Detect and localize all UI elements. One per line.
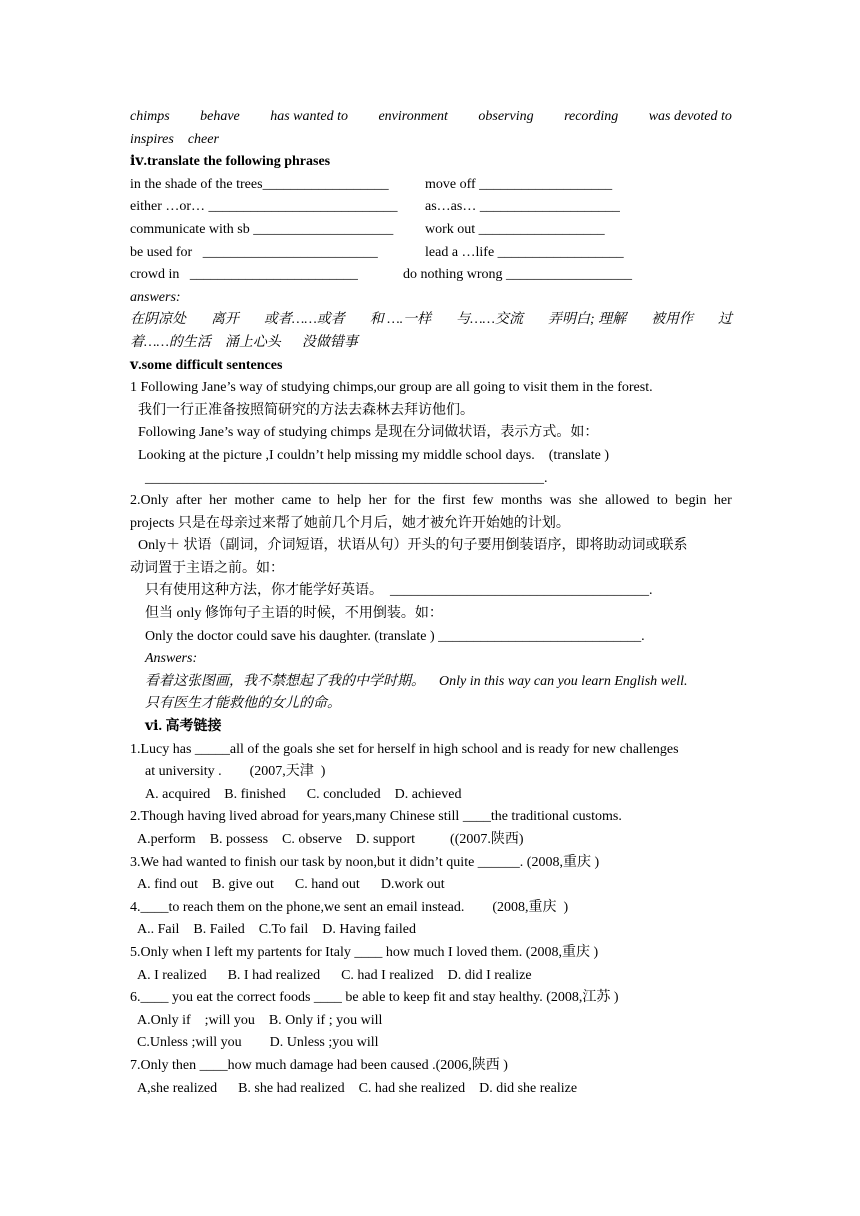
word: to bbox=[656, 493, 668, 509]
question-4: 4.____to reach them on the phone,we sent an email instead. (2008,重庆 ) bbox=[130, 899, 569, 915]
sentence-2-line-2: projects 只是在母亲过来帮了她前几个月后，她才被允许开始她的计划。 bbox=[130, 515, 570, 531]
phrase: move off ___________________ bbox=[425, 176, 613, 192]
phrase: lead a …life __________________ bbox=[425, 244, 624, 260]
question-6-options-2: C.Unless ;will you D. Unless ;you will bbox=[137, 1035, 379, 1051]
sentence-2-example-1: 只有使用这种方法，你才能学好英语。 _____________________________________. bbox=[145, 583, 653, 599]
word: first bbox=[442, 493, 465, 509]
vocab-line-2: inspires cheer bbox=[130, 131, 219, 147]
section-5-title: ⅴ.some difficult sentences bbox=[130, 357, 283, 373]
question-5-options: A. I realized B. I had realized C. had I realized D. did I realize bbox=[137, 967, 532, 983]
answer: 被用作 bbox=[651, 312, 694, 328]
sentence-2-answers-label: Answers: bbox=[145, 651, 198, 667]
word: few bbox=[472, 493, 494, 509]
vocab-line-1 bbox=[130, 106, 732, 129]
word: she bbox=[578, 493, 598, 509]
sentence-1-note: Following Jane’s way of studying chimps 是现在分词做状语，表示方式。如： bbox=[138, 425, 599, 441]
document-page bbox=[130, 106, 732, 1100]
sentence-2-note-1: Only＋ 状语（副词，介词短语，状语从句）开头的句子要用倒装语序，即将助动词或联系 bbox=[138, 538, 688, 554]
word: was bbox=[549, 493, 572, 509]
phrase: do nothing wrong __________________ bbox=[403, 267, 633, 283]
word: mother bbox=[234, 493, 275, 509]
phrase: either …or… ___________________________ bbox=[130, 199, 398, 215]
sentence-2-example-2: 但当 only 修饰句子主语的时候，不用倒装。如： bbox=[145, 606, 443, 622]
answer: 弄明白; 理解 bbox=[547, 312, 627, 328]
answers-label: answers: bbox=[130, 289, 181, 305]
sentence-2-line-1 bbox=[130, 490, 732, 513]
vocab-word: observing bbox=[478, 109, 534, 124]
word: the bbox=[417, 493, 435, 509]
section-4-title: ⅳ.translate the following phrases bbox=[130, 154, 331, 170]
sentence-1-en: 1 Following Jane’s way of studying chimps,our group are all going to visit them in the forest. bbox=[130, 380, 653, 396]
vocab-word: has wanted to bbox=[270, 109, 349, 124]
question-1: 1.Lucy has _____all of the goals she set for herself in high school and is ready for new challenges bbox=[130, 741, 679, 757]
answers-line-1 bbox=[130, 309, 732, 332]
sentence-1-blank: _________________________________________________________. bbox=[145, 470, 548, 486]
sentence-1-cn: 我们一行正准备按照简研究的方法去森林去拜访他们。 bbox=[138, 402, 474, 418]
question-1-cont: at university . (2007,天津 ) bbox=[145, 764, 326, 780]
word: came bbox=[281, 493, 312, 509]
answer: 在阴凉处 bbox=[130, 312, 186, 328]
answers-line-2: 着……的生活 涌上心头 没做错事 bbox=[130, 334, 358, 350]
phrase: work out __________________ bbox=[425, 221, 605, 237]
section-6-title: ⅵ. 高考链接 bbox=[145, 719, 222, 735]
sentence-2-example-3: Only the doctor could save his daughter. (translate ) _____________________________. bbox=[145, 628, 645, 644]
question-3: 3.We had wanted to finish our task by noon,but it didn’t quite ______. (2008,重庆 ) bbox=[130, 854, 600, 870]
word: her bbox=[713, 493, 732, 509]
phrase-row bbox=[130, 174, 732, 197]
sentence-2-answer-1: 看着这张图画，我不禁想起了我的中学时期。 Only in this way can you learn English well. bbox=[145, 673, 688, 689]
word: to bbox=[318, 493, 330, 509]
word: after bbox=[175, 493, 202, 509]
phrase: communicate with sb ____________________ bbox=[130, 221, 394, 237]
phrase: be used for _________________________ bbox=[130, 244, 378, 260]
phrase: as…as… ____________________ bbox=[425, 199, 620, 215]
question-2: 2.Though having lived abroad for years,many Chinese still ____the traditional customs. bbox=[130, 809, 622, 825]
phrase-row bbox=[130, 219, 732, 242]
phrase: crowd in ________________________ bbox=[130, 267, 358, 283]
question-1-options: A. acquired B. finished C. concluded D. achieved bbox=[145, 786, 462, 802]
word: begin bbox=[675, 493, 707, 509]
question-6: 6.____ you eat the correct foods ____ be able to keep fit and stay healthy. (2008,江苏 ) bbox=[130, 990, 619, 1006]
question-3-options: A. find out B. give out C. hand out D.work out bbox=[137, 877, 445, 893]
vocab-word: chimps bbox=[130, 109, 170, 124]
answer: 或者……或者 bbox=[263, 312, 345, 328]
question-6-options-1: A.Only if ;will you B. Only if ; you will bbox=[137, 1012, 383, 1028]
word: her bbox=[368, 493, 387, 509]
sentence-1-example: Looking at the picture ,I couldn’t help missing my middle school days. (translate ) bbox=[138, 447, 609, 463]
answer: 过 bbox=[718, 312, 732, 328]
question-7-options: A,she realized B. she had realized C. had she realized D. did she realize bbox=[137, 1080, 578, 1096]
phrase: in the shade of the trees__________________ bbox=[130, 176, 389, 192]
answer: 离开 bbox=[210, 312, 239, 328]
phrase-row bbox=[130, 242, 732, 265]
word: allowed bbox=[605, 493, 650, 509]
question-2-options: A.perform B. possess C. observe D. support ((2007.陕西) bbox=[137, 832, 524, 847]
answer: 与……交流 bbox=[456, 312, 524, 328]
word: 2.Only bbox=[130, 493, 169, 509]
vocab-word: environment bbox=[378, 109, 448, 124]
word: her bbox=[209, 493, 228, 509]
answer: 和 ….一样 bbox=[369, 312, 432, 328]
question-7: 7.Only then ____how much damage had been caused .(2006,陕西 ) bbox=[130, 1057, 508, 1073]
word: help bbox=[337, 493, 362, 509]
phrase-row bbox=[130, 196, 732, 219]
word: for bbox=[394, 493, 411, 509]
question-4-options: A.. Fail B. Failed C.To fail D. Having failed bbox=[137, 922, 416, 938]
sentence-2-note-2: 动词置于主语之前。如： bbox=[130, 560, 284, 576]
vocab-word: behave bbox=[200, 109, 240, 124]
question-5: 5.Only when I left my partents for Italy ____ how much I loved them. (2008,重庆 ) bbox=[130, 944, 599, 960]
sentence-2-answer-2: 只有医生才能救他的女儿的命。 bbox=[145, 696, 341, 712]
vocab-word: recording bbox=[564, 109, 619, 124]
phrase-row bbox=[130, 264, 732, 287]
vocab-word: was devoted to bbox=[648, 109, 732, 124]
word: months bbox=[500, 493, 543, 509]
